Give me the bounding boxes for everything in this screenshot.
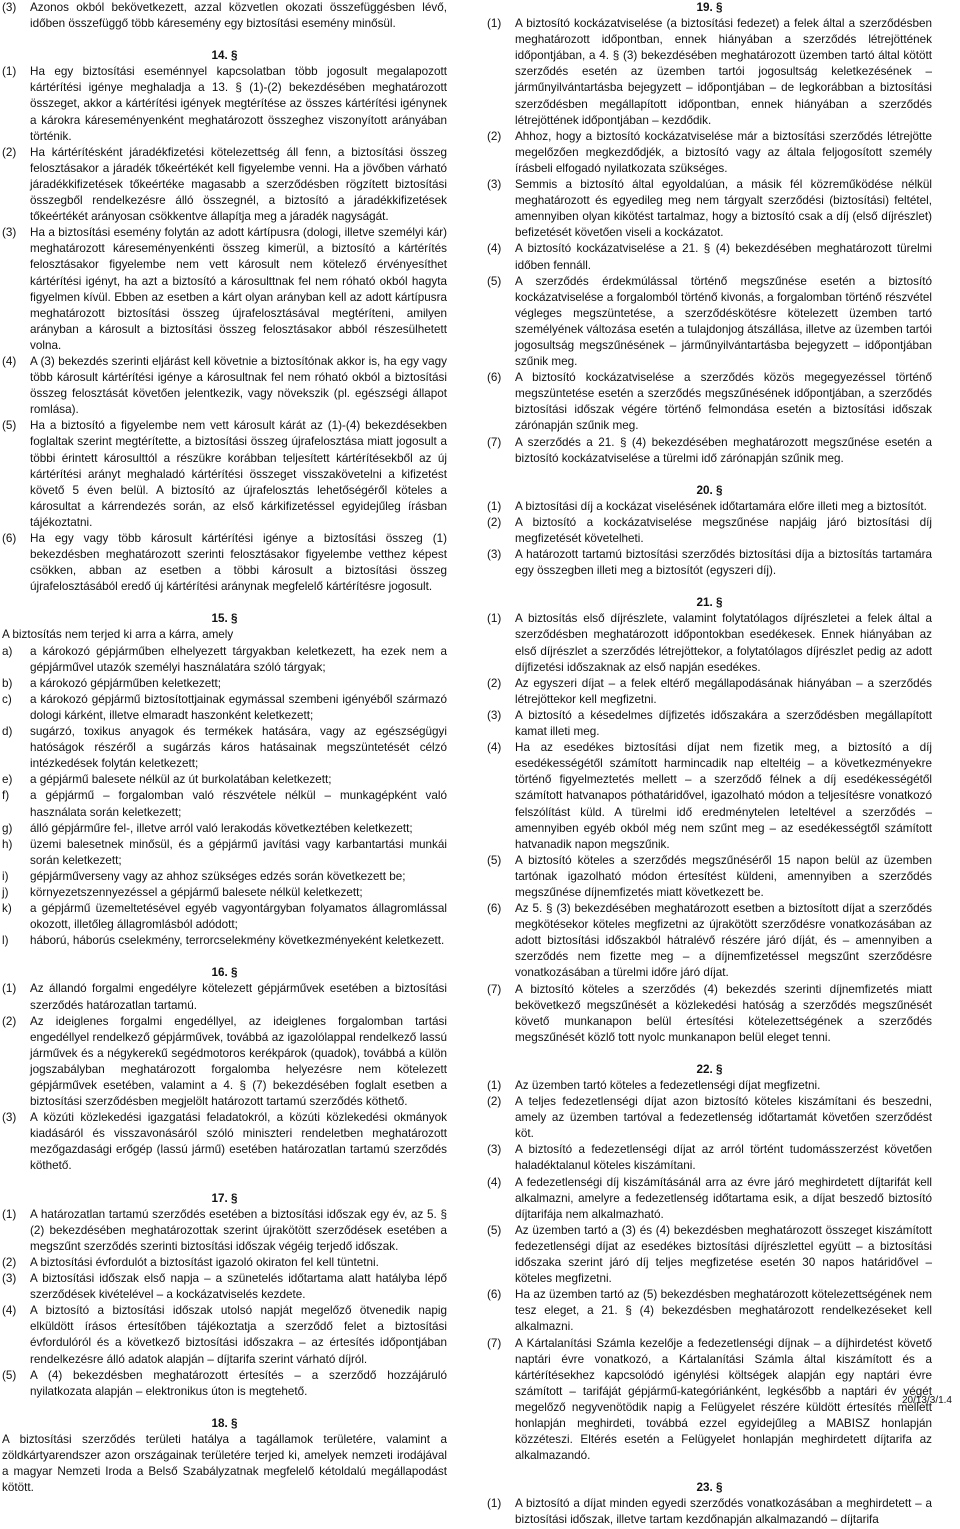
list-item bbox=[487, 1094, 932, 1142]
item-text: A szerződés érdekmúlással történő megszűnése esetén a biztosító kockázatviselése a forgalomból történő kivonás, a forgalomban történő részvétel végleges megszüntetése, a szerződéskötésre kötelezett üzemben tartó személyének változása esetén a tulajdonjog átszállása, illetve az üzemben tartói jogosultság megszűnésének – járműnyilvántartásba bejegyzett – időpontjában szűnik meg. bbox=[515, 274, 932, 369]
list-item bbox=[487, 1336, 932, 1465]
item-text: A biztosító kockázatviselése (a biztosítási fedezet) a felek által a szerződésben meghatározott időpontban, ennek hiányában a szerződés létrejöttének időpontjában, a 4. § (3) bekezdésében meghatározott üzemben tartó által kötött szerződés esetén az üzemben tartói jogosultság keletkezésének – járműnyilvántartásba bejegyzett – időpontjában – de legkorábban a biztosítási szerződésben megállapított időpontban, ennek hiányában a szerződés létrejöttének időpontjában – kezdődik. bbox=[515, 17, 932, 127]
item-number: g) bbox=[2, 821, 13, 835]
item-number: (3) bbox=[2, 1111, 17, 1125]
list-item bbox=[487, 435, 932, 467]
item-number: (4) bbox=[2, 354, 17, 368]
list-item bbox=[2, 1110, 447, 1174]
section-paragraph: A biztosítási szerződés területi hatálya a tagállamok területére, valamint a zöldkártyarendszer azon országainak területére terjed ki, amelyek nemzeti irodájával a magyar Nemzeti Iroda a Belső Szabályzatnak megfelelő kétoldalú megállapodást kötött. bbox=[2, 1432, 447, 1495]
page-footer-code: 20/13/3/1.4 bbox=[901, 1395, 952, 1406]
list-item bbox=[487, 370, 932, 434]
item-number: (2) bbox=[2, 145, 17, 159]
section-spacer bbox=[487, 579, 932, 595]
right-column bbox=[487, 0, 932, 1529]
item-text: Ha a biztosítási esemény folytán az adott kártípusra (dologi, illetve személyi kár) meghatározott káreseményenkénti összeg kimerül, a biztosító a kártérítés felosztásakor figyelembe nem vett károsult nem kötelező érvényesíthet kártérítési igényt, ha azt a biztosító a károsulttnak fel nem róható okból hagyta figyelmen kívül. Ebben az esetben a kárt olyan arányban kell az adott kártípusra meghatározott biztosítási összeg újrafelosztásával megtéríteni, amilyen arányban a károsult a biztosítási összeg felosztásakor abból részesülhetett volna. bbox=[30, 226, 447, 352]
item-number: (2) bbox=[487, 1095, 502, 1109]
item-number: (2) bbox=[487, 129, 502, 143]
left-column bbox=[2, 0, 447, 1496]
item-text: Az üzemben tartó a (3) és (4) bekezdésben meghatározott összeget kiszámított fedezetlenségi díjat az esedékes biztosítási díjrészlettel együtt – a biztosítási időszaka szerint járó díj teljes megfizetése esetén 30 napos határidővel – köteles megfizetni. bbox=[515, 1223, 932, 1286]
item-text: A biztosító köteles a szerződés megszűnéséről 15 napon belül az üzemben tartónak igazolható módon értesítést küldeni, amennyiben a szerződés megszűnése díjnemfizetés miatt következett be. bbox=[515, 853, 932, 899]
section-spacer bbox=[2, 1175, 447, 1191]
item-text: Az üzemben tartó köteles a fedezetlenségi díjat megfizetni. bbox=[515, 1079, 821, 1092]
item-text: A biztosító kockázatviselése a 21. § (4) bekezdésében meghatározott türelmi időben fennáll. bbox=[515, 242, 932, 272]
list-item bbox=[2, 772, 447, 788]
section-spacer bbox=[2, 1400, 447, 1416]
item-number: (4) bbox=[487, 1175, 502, 1189]
section-lead: A biztosítás nem terjed ki arra a kárra, amely bbox=[2, 628, 234, 642]
item-number: e) bbox=[2, 773, 13, 787]
list-item bbox=[2, 354, 447, 418]
list-item bbox=[2, 1014, 447, 1111]
item-number: (4) bbox=[487, 242, 502, 256]
list-item bbox=[2, 1207, 447, 1255]
item-number: (4) bbox=[2, 1304, 17, 1318]
item-text: Az 5. § (3) bekezdésében meghatározott esetben a biztosított díjat a szerződés megkötésekor köteles megfizetni az újrakötött szerződésre vonatkozásában az adott biztosítási időszakból hátralévő részére járó díját, és – amennyiben a szerződés nem fizette meg – a díjnemfizetéssel megszűnt szerződésre vonatkozásában a türelmi időre járó díjat. bbox=[515, 902, 932, 980]
item-text: sugárzó, toxikus anyagok és termékek hatására, vagy az egészségügyi hatóságok részéről a sugárzás káros hatásainak megszüntetését célzó intézkedések folytán keletkezett; bbox=[30, 725, 447, 771]
list-item bbox=[2, 1271, 447, 1303]
item-text: Ha egy vagy több károsult kártérítési igénye a biztosítási összeg (1) bekezdésben meghatározott szerinti felosztásakor figyelembe vetthez képest csökken, abban az esetben a többi károsult a biztosítási összeg újrafelosztásából eredő új kártérítési aránynak megfelelő kártérítésre jogosult. bbox=[30, 532, 447, 594]
list-item bbox=[487, 901, 932, 981]
item-text: gépjárműverseny vagy az ahhoz szükséges edzés során következett be; bbox=[30, 869, 406, 883]
item-text: a károkozó gépjármű biztosítottjainak egymással szembeni igényéből származó dologi kárként, illetve elmaradt haszonként keletkezett; bbox=[30, 692, 447, 722]
list-item bbox=[487, 499, 932, 515]
list-item bbox=[487, 611, 932, 675]
item-number: (5) bbox=[487, 1223, 502, 1237]
item-number: (7) bbox=[487, 435, 502, 449]
section-heading: 21. § bbox=[696, 596, 723, 610]
item-text: a károkozó gépjárműben keletkezett; bbox=[30, 676, 222, 690]
item-number: (3) bbox=[2, 1272, 17, 1286]
list-item bbox=[487, 129, 932, 177]
item-text: Ha az esedékes biztosítási díjat nem fizetik meg, a biztosító a díj esedékességétől számított harmincadik nap elteltéig – a következményekre történő figyelmeztetés mellett – a szerződő félnek a díj esedékességétől számított hatvanapos póthatáridővel, igazolható módon a teljesítésre vonatkozó felszólítást küld. A türelmi idő eredménytelen leteltével a szerződés – amennyiben egyéb okból még nem szűnt meg – az esedékességtől számított hatvanadik napon megszűnik. bbox=[515, 741, 932, 851]
item-number: (3) bbox=[487, 1143, 502, 1157]
item-number: (2) bbox=[487, 676, 502, 690]
list-item bbox=[487, 676, 932, 708]
list-item bbox=[487, 853, 932, 901]
item-text: A biztosítás első díjrészlete, valamint folytatólagos díjrészletei a felek által a szerződésben meghatározott időpontokban esedékesek. Ennek hiányában az első díjrészlet a szerződés létrejöttekor, a folytatólagos díjrészlet pedig az adott díjfizetési időszaknak az első napján esedékes. bbox=[515, 612, 932, 674]
item-number: (5) bbox=[487, 853, 502, 867]
list-item bbox=[487, 241, 932, 273]
list-item bbox=[2, 837, 447, 869]
list-item bbox=[2, 869, 447, 885]
item-text: álló gépjárműre fel-, illetve arról való lerakodás következtében keletkezett; bbox=[30, 821, 413, 835]
section-spacer bbox=[487, 467, 932, 483]
list-item bbox=[2, 676, 447, 692]
list-item bbox=[487, 740, 932, 853]
item-text: Ha az üzemben tartó az (5) bekezdésben meghatározott kötelezettségének nem tesz eleget, a 21. § (4) bekezdésben meghatározott rendelkezéseket kell alkalmazni. bbox=[515, 1288, 932, 1334]
list-item bbox=[487, 1223, 932, 1287]
section-heading: 16. § bbox=[211, 966, 238, 980]
item-number: (6) bbox=[2, 532, 17, 545]
item-text: A biztosító a fedezetlenségi díjat az arról történt tudomásszerzést követően haladéktalanul köteles kiszámítani. bbox=[515, 1143, 932, 1173]
item-number: (5) bbox=[2, 419, 17, 433]
section-spacer bbox=[487, 1464, 932, 1480]
item-text: Azonos okból bekövetkezett, azzal közvetlen okozati összefüggésben lévő, időben összefüggő több káresemény egy biztosítási esemény minősül. bbox=[30, 1, 447, 31]
section-spacer bbox=[2, 595, 447, 611]
item-text: a gépjármű balesete nélkül az út burkolatában keletkezett; bbox=[30, 773, 332, 787]
item-number: (3) bbox=[2, 1, 17, 14]
item-text: A teljes fedezetlenségi díjat azon biztosító köteles kiszámítani és beszedni, amely az üzemben tartóval a fedezetlenség időtartamát követően szerződést köt. bbox=[515, 1095, 932, 1141]
item-text: Semmis a biztosító által egyoldalúan, a másik fél közreműködése nélkül meghatározott és egyedileg meg nem tárgyalt szerződési (biztosítási) feltétel, amennyiben olyan kikötést tartalmaz, hogy a biztosító csak a díj (első díjrészlet) befizetését követően viseli a kockázatot. bbox=[515, 178, 932, 240]
item-number: j) bbox=[2, 885, 9, 899]
item-number: (1) bbox=[2, 982, 17, 996]
item-number: (3) bbox=[487, 548, 502, 562]
list-item bbox=[487, 1287, 932, 1335]
item-text: A (3) bekezdés szerinti eljárást kell követnie a biztosítónak akkor is, ha egy vagy több károsult kártérítési igénye a károsultnak fel nem róható okból a biztosítási összeg felosztását követően jelentkezik, vagy növekszik (pl. egészségi állapot romlása). bbox=[30, 354, 447, 417]
list-item bbox=[2, 901, 447, 933]
section-heading: 22. § bbox=[696, 1062, 723, 1076]
item-text: A biztosító a késedelmes díjfizetés időszakára a szerződésben megállapított kamat illeti meg. bbox=[515, 708, 932, 739]
item-number: (5) bbox=[2, 1368, 17, 1382]
item-number: f) bbox=[2, 789, 10, 803]
section-heading: 19. § bbox=[696, 1, 723, 14]
item-number: d) bbox=[2, 725, 13, 739]
item-number: (1) bbox=[487, 1497, 502, 1511]
list-item bbox=[2, 418, 447, 531]
list-item bbox=[487, 1078, 932, 1094]
list-item bbox=[2, 724, 447, 772]
item-number: (1) bbox=[2, 65, 17, 79]
list-item bbox=[2, 788, 447, 820]
item-number: i) bbox=[2, 869, 9, 883]
item-text: Ha egy biztosítási eseménnyel kapcsolatban több jogosult megalapozott kártérítési igénye meghaladja a 13. § (1)-(2) bekezdésében meghatározott összeget, akkor a kártérítési igények megtérítése az összes kártérítési igénynek a károkra káreseményenként meghatározott összeghez viszonyított arányában történik. bbox=[30, 65, 447, 143]
item-number: (4) bbox=[487, 741, 502, 755]
item-text: A szerződés a 21. § (4) bekezdésében meghatározott megszűnése esetén a biztosító kockázatviselése a türelmi idő zárónapján szűnik meg. bbox=[515, 435, 932, 465]
list-item bbox=[2, 692, 447, 724]
item-text: Ha kártérítésként járadékfizetési kötelezettség áll fenn, a biztosítási összeg felosztásakor a járadék tőkeértékét kell figyelembe venni. Ha a jövőben várható járadékkifizetések tőkeértéke magasabb a szerződésben rögzített biztosítási összegből rendelkezésre álló összegnél, a biztosító a járadékkifizetések tőkeértékét arányosan csökkentve állapítja meg a járadék nagyságát. bbox=[30, 145, 447, 224]
item-number: c) bbox=[2, 692, 12, 706]
list-item bbox=[2, 64, 447, 144]
item-text: Az ideiglenes forgalmi engedéllyel, az ideiglenes forgalomban tartási engedéllyel rendelkező gépjárművek, továbbá az igazolólappal rendelkező lassú járművek és a négykerekű segédmotoros kerékpárok (quadok), továbbá a külön jogszabályban meghatározott forgalomba helyezésre nem kötelezett gépjárművek esetében, valamint a 4. § (7) bekezdésében foglalt esetben a biztosítási szerződésben megjelölt határozott tartamú szerződés köthető. bbox=[30, 1014, 447, 1109]
item-text: a károkozó gépjárműben elhelyezett tárgyakban keletkezett, ha ezek nem a gépjárművel utazók személyi használatára szóló tárgyak; bbox=[30, 644, 447, 674]
item-number: (1) bbox=[487, 612, 502, 626]
item-number: b) bbox=[2, 676, 13, 690]
item-text: Ahhoz, hogy a biztosító kockázatviselése már a biztosítási szerződés létrejötte megelőzően megkezdődjék, a biztosító vagy az általa feljogosított személy írásbeli elfogadó nyilatkozata szükséges. bbox=[515, 129, 932, 175]
list-item bbox=[2, 0, 447, 32]
section-heading: 15. § bbox=[211, 612, 238, 626]
list-item bbox=[487, 1496, 932, 1528]
list-item bbox=[487, 547, 932, 579]
item-text: Ha a biztosító a figyelembe nem vett károsult kárát az (1)-(4) bekezdésekben foglaltak szerint megtérítette, a biztosítási összeg újrafelosztása miatt jogosult a többi érintett károsulttól a részükre korábban teljesített kártérítésekből az új kártérítési arányt meghaladó kártérítési összeget visszakövetelni a kifizetést követő 5 éven belül. A biztosító az újrafelosztás lehetőségéről köteles a károsultat a kárrendezés során, az első kárkifizetéssel egyidejűleg írásban tájékoztatni. bbox=[30, 419, 447, 529]
item-number: (5) bbox=[487, 274, 502, 288]
list-item bbox=[487, 982, 932, 1046]
item-number: l) bbox=[2, 934, 9, 948]
item-number: (1) bbox=[2, 1207, 17, 1221]
item-text: Az egyszeri díjat – a felek eltérő megállapodásának hiányában – a szerződés létrejöttekor kell megfizetni. bbox=[515, 676, 932, 706]
item-text: A közúti közlekedési igazgatási feladatokról, a közúti közlekedési okmányok kiadásáról és visszavonásáról szóló miniszteri rendeletben meghatározott mezőgazdasági erőgép (lassú jármű) esetében határozatlan tartamú szerződés köthető. bbox=[30, 1111, 447, 1173]
section-spacer bbox=[2, 32, 447, 48]
item-text: A biztosító a díjat minden egyedi szerződés vonatkozásában a meghirdetett – a biztosítási időszak, illetve tartam kezdőnapján alkalmazandó – díjtarifa bbox=[515, 1497, 932, 1527]
item-text: A biztosítási évfordulót a biztosítást igazoló okiraton fel kell tüntetni. bbox=[30, 1255, 379, 1269]
item-number: h) bbox=[2, 837, 13, 851]
list-item bbox=[2, 933, 447, 949]
item-text: A biztosító kockázatviselése a szerződés közös megegyezéssel történő megszüntetése esetén a szerződés megszűnésének időpontjában, a szerződés biztosítási időszak végére történő felmondása esetén a biztosítási időszak zárónapján szűnik meg. bbox=[515, 371, 932, 433]
list-item bbox=[487, 1175, 932, 1223]
list-item bbox=[2, 981, 447, 1013]
section-heading: 17. § bbox=[211, 1191, 238, 1205]
list-item bbox=[487, 16, 932, 129]
item-text: A határozott tartamú biztosítási szerződés biztosítási díja a biztosítás tartamára egy összegben illeti meg a biztosítót (egyszeri díj). bbox=[515, 548, 932, 578]
item-text: háború, háborús cselekmény, terrorcselekmény következményeként keletkezett. bbox=[30, 934, 445, 948]
list-item bbox=[487, 515, 932, 547]
list-item bbox=[487, 274, 932, 371]
section-heading: 20. § bbox=[696, 483, 723, 497]
item-text: A Kártalanítási Számla kezelője a fedezetlenségi díjnak – a díjhirdetést követő naptári évre vonatkozó, a Kártalanítási Számla által kiszámított és a kártérítésekhez kapcsolódó igénylési költségek alapján egy naptári évre számított – tarifáját gépjármű-kategóriánként, legkésőbb a naptári év végét megelőző negyvenötödik napig a Felügyelet részére küldött értesítés mellett honlapján meghirdeti, továbbá ezzel egyidejűleg a MABISZ honlapján közzéteszi. Eltérés esetén a Felügyelet honlapján meghirdetett díjtarifa az alkalmazandó. bbox=[515, 1336, 932, 1463]
item-number: (1) bbox=[487, 499, 502, 513]
list-item bbox=[2, 885, 447, 901]
section-spacer bbox=[2, 949, 447, 965]
list-item bbox=[2, 821, 447, 837]
item-number: (6) bbox=[487, 902, 502, 916]
item-text: a gépjármű – forgalomban való részvétele nélkül – munkagépként való használata során keletkezett; bbox=[30, 789, 447, 819]
list-item bbox=[2, 1303, 447, 1367]
item-text: A biztosító a biztosítási időszak utolsó napját megelőző ötvenedik napig elküldött írásos értesítőben tájékoztatja a szerződő felet a biztosítási évfordulóról és a következő biztosítási időszakra – az értesítés időpontjában rendelkezésre álló adatok alapján – díjtarifa szerint várható díjról. bbox=[30, 1304, 447, 1366]
item-number: (6) bbox=[487, 371, 502, 385]
list-item bbox=[2, 1255, 447, 1271]
item-number: (7) bbox=[487, 982, 502, 996]
item-text: A biztosítási díj a kockázat viselésének időtartamára előre illeti meg a biztosítót. bbox=[515, 499, 927, 513]
item-number: (3) bbox=[2, 226, 17, 240]
item-text: Az állandó forgalmi engedélyre kötelezett gépjárművek esetében a biztosítási szerződés határozatlan tartamú. bbox=[30, 982, 447, 1012]
list-item bbox=[2, 531, 447, 595]
item-text: A biztosítási időszak első napja – a szünetelés időtartama alatt hatályba lépő szerződések kivételével – a kockázatviselés kezdete. bbox=[30, 1272, 447, 1302]
item-number: (2) bbox=[487, 515, 502, 529]
list-item bbox=[487, 708, 932, 740]
item-number: a) bbox=[2, 644, 13, 658]
section-spacer bbox=[487, 1046, 932, 1062]
item-text: A fedezetlenségi díj kiszámításánál arra az évre járó meghirdetett díjtarifát kell alkalmazni, amelyre a fedezetlenség időtartama esik, a díjat beszedő biztosító díjtarifája nem alkalmazható. bbox=[515, 1175, 932, 1221]
item-text: A biztosító köteles a szerződés (4) bekezdés szerinti díjnemfizetés miatt bekövetkező megszűnését a közlekedési hatóság a szerződés megszűnését követő munkanapon belül értesítési kötelezettségének a szerződés megszűnését közlő tott nyolc munkanapon belül eleget tenni. bbox=[515, 982, 932, 1044]
item-number: (2) bbox=[2, 1255, 17, 1269]
item-number: k) bbox=[2, 902, 12, 916]
list-item bbox=[2, 225, 447, 354]
section-heading: 23. § bbox=[696, 1481, 723, 1495]
item-number: (7) bbox=[487, 1336, 502, 1350]
section-heading: 14. § bbox=[211, 49, 238, 63]
item-number: (3) bbox=[487, 708, 502, 722]
list-item bbox=[487, 1142, 932, 1174]
item-number: (2) bbox=[2, 1014, 17, 1028]
list-item bbox=[2, 644, 447, 676]
section-heading: 18. § bbox=[211, 1416, 238, 1430]
item-text: A határozatlan tartamú szerződés esetében a biztosítási időszak egy év, az 5. § (2) bekezdésében meghatározottak szerint újrakötött szerződések esetében a megszűnt szerződés szerinti biztosítási időszak végéig terjedő időszak. bbox=[30, 1207, 447, 1253]
item-text: A biztosító a kockázatviselése megszűnése napjáig járó biztosítási díj megfizetését követelheti. bbox=[515, 515, 932, 545]
item-text: A (4) bekezdésben meghatározott értesítés – a szerződő hozzájáruló nyilatkozata alapján – elektronikus úton is megtehető. bbox=[30, 1368, 447, 1398]
list-item bbox=[487, 177, 932, 241]
list-item bbox=[2, 145, 447, 225]
item-number: (3) bbox=[487, 178, 502, 192]
item-text: üzemi balesetnek minősül, és a gépjármű javítási vagy karbantartási munkái során keletkezett; bbox=[30, 837, 447, 867]
item-text: környezetszennyezéssel a gépjármű balesete nélkül keletkezett; bbox=[30, 885, 363, 899]
item-number: (1) bbox=[487, 17, 502, 31]
item-number: (1) bbox=[487, 1079, 502, 1092]
list-item bbox=[2, 1368, 447, 1400]
item-number: (6) bbox=[487, 1288, 502, 1302]
item-text: a gépjármű üzemeltetésével egyéb vagyontárgyban folyamatos állagromlással okozott, illetőleg állagromlásból adódott; bbox=[30, 902, 447, 932]
